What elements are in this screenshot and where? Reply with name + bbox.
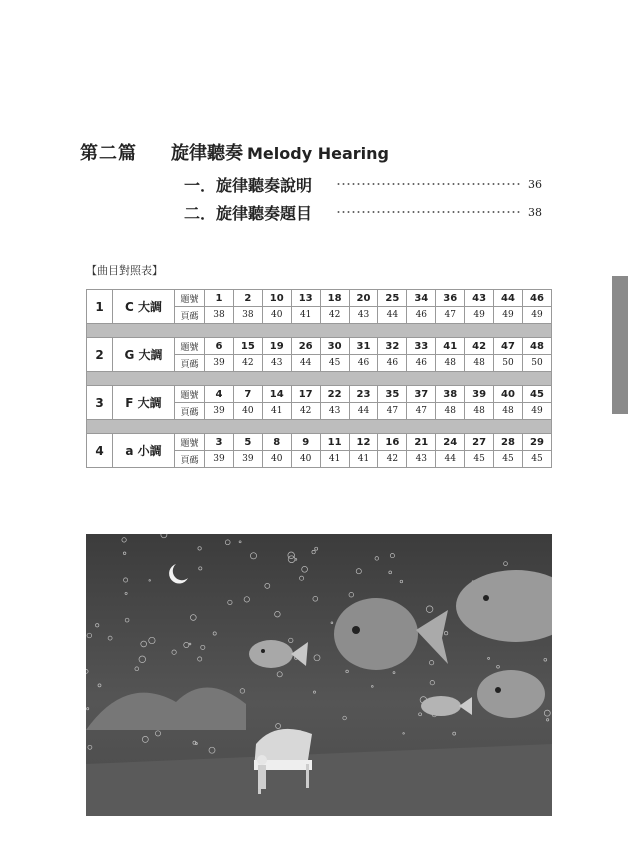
toc-entry-page: 36 — [528, 177, 543, 191]
chapter-title — [171, 139, 389, 165]
row-label-page: 頁碼 — [175, 355, 205, 372]
page-number: 45 — [494, 451, 523, 468]
chapter-heading — [80, 136, 389, 168]
question-number: 41 — [436, 338, 465, 355]
page-number: 44 — [378, 307, 407, 324]
group-key: G 大調 — [113, 338, 175, 372]
row-label-number: 題號 — [175, 338, 205, 355]
question-number: 39 — [465, 386, 494, 403]
chapter-title-zh: 旋律聽奏 — [171, 143, 243, 164]
question-number: 14 — [262, 386, 291, 403]
round-fish — [477, 670, 545, 718]
question-number: 44 — [494, 290, 523, 307]
page-number: 46 — [407, 355, 436, 372]
question-number: 7 — [233, 386, 262, 403]
page-number: 39 — [205, 403, 234, 420]
page-number: 42 — [320, 307, 349, 324]
toc-leader-dots — [336, 183, 520, 185]
question-number: 12 — [349, 434, 378, 451]
group-separator — [87, 420, 552, 434]
page-number: 42 — [233, 355, 262, 372]
page-number: 43 — [320, 403, 349, 420]
page-number: 47 — [407, 403, 436, 420]
chapter-number: 第二篇 — [80, 143, 137, 164]
question-number: 15 — [233, 338, 262, 355]
illustration-artwork — [86, 534, 552, 816]
page-number: 39 — [205, 451, 234, 468]
page-number: 45 — [465, 451, 494, 468]
question-number: 38 — [436, 386, 465, 403]
song-lookup-table — [86, 289, 552, 468]
question-number: 29 — [522, 434, 551, 451]
question-number: 26 — [291, 338, 320, 355]
question-number: 47 — [494, 338, 523, 355]
page-number: 43 — [349, 307, 378, 324]
question-number: 3 — [205, 434, 234, 451]
page-number: 42 — [291, 403, 320, 420]
page-number: 44 — [436, 451, 465, 468]
page-number: 49 — [522, 307, 551, 324]
page-number: 48 — [465, 403, 494, 420]
question-number: 21 — [407, 434, 436, 451]
page-number: 48 — [494, 403, 523, 420]
question-number: 23 — [349, 386, 378, 403]
question-number: 6 — [205, 338, 234, 355]
page-number: 41 — [262, 403, 291, 420]
question-number: 37 — [407, 386, 436, 403]
page-number: 46 — [378, 355, 407, 372]
question-number: 9 — [291, 434, 320, 451]
page-number: 48 — [436, 403, 465, 420]
question-number: 5 — [233, 434, 262, 451]
toc-entry-page: 38 — [528, 205, 543, 219]
question-number: 13 — [291, 290, 320, 307]
page-number: 46 — [349, 355, 378, 372]
page-number: 39 — [205, 355, 234, 372]
page-number: 42 — [378, 451, 407, 468]
page-number: 44 — [349, 403, 378, 420]
row-label-number: 題號 — [175, 434, 205, 451]
toc-leader-dots — [336, 211, 520, 213]
group-separator — [87, 372, 552, 386]
group-index: 2 — [87, 338, 113, 372]
table-row-numbers — [87, 434, 552, 451]
table-row-numbers — [87, 386, 552, 403]
question-number: 17 — [291, 386, 320, 403]
question-number: 10 — [262, 290, 291, 307]
page-number: 45 — [320, 355, 349, 372]
row-label-page: 頁碼 — [175, 307, 205, 324]
row-label-number: 題號 — [175, 290, 205, 307]
page-number: 46 — [407, 307, 436, 324]
row-label-page: 頁碼 — [175, 451, 205, 468]
question-number: 24 — [436, 434, 465, 451]
page-number: 43 — [407, 451, 436, 468]
question-number: 45 — [522, 386, 551, 403]
page-number: 48 — [436, 355, 465, 372]
row-label-page: 頁碼 — [175, 403, 205, 420]
question-number: 20 — [349, 290, 378, 307]
group-index: 4 — [87, 434, 113, 468]
question-number: 27 — [465, 434, 494, 451]
question-number: 25 — [378, 290, 407, 307]
question-number: 40 — [494, 386, 523, 403]
question-number: 8 — [262, 434, 291, 451]
question-number: 43 — [465, 290, 494, 307]
chapter-title-en: Melody Hearing — [247, 144, 389, 163]
page-number: 49 — [494, 307, 523, 324]
page-number: 38 — [205, 307, 234, 324]
table-row-numbers — [87, 338, 552, 355]
page-number: 44 — [291, 355, 320, 372]
page-number: 47 — [436, 307, 465, 324]
row-label-number: 題號 — [175, 386, 205, 403]
group-separator — [87, 324, 552, 338]
question-number: 42 — [465, 338, 494, 355]
page-number: 50 — [494, 355, 523, 372]
question-number: 2 — [233, 290, 262, 307]
question-number: 48 — [522, 338, 551, 355]
page-number: 40 — [262, 307, 291, 324]
group-index: 1 — [87, 290, 113, 324]
underwater-illustration — [86, 534, 552, 816]
question-number: 33 — [407, 338, 436, 355]
group-key: F 大調 — [113, 386, 175, 420]
side-tab — [612, 276, 628, 414]
page-number: 41 — [320, 451, 349, 468]
table-row-numbers — [87, 290, 552, 307]
toc-entry-label: 一．旋律聽奏說明 — [184, 175, 313, 195]
question-number: 19 — [262, 338, 291, 355]
question-number: 32 — [378, 338, 407, 355]
page-number: 49 — [522, 403, 551, 420]
group-key: C 大調 — [113, 290, 175, 324]
question-number: 46 — [522, 290, 551, 307]
page-number: 40 — [233, 403, 262, 420]
page-number: 40 — [291, 451, 320, 468]
question-number: 36 — [436, 290, 465, 307]
page-number: 41 — [291, 307, 320, 324]
question-number: 34 — [407, 290, 436, 307]
page-number: 47 — [378, 403, 407, 420]
page-number: 43 — [262, 355, 291, 372]
page-number: 38 — [233, 307, 262, 324]
question-number: 22 — [320, 386, 349, 403]
toc-entry[interactable] — [184, 200, 552, 224]
group-index: 3 — [87, 386, 113, 420]
question-number: 1 — [205, 290, 234, 307]
page-number: 48 — [465, 355, 494, 372]
page-number: 40 — [262, 451, 291, 468]
page-number: 49 — [465, 307, 494, 324]
question-number: 31 — [349, 338, 378, 355]
table-title: 【曲目對照表】 — [86, 264, 163, 277]
toc-entry-label: 二．旋律聽奏題目 — [184, 203, 313, 223]
question-number: 11 — [320, 434, 349, 451]
question-number: 30 — [320, 338, 349, 355]
page-number: 50 — [522, 355, 551, 372]
page-number: 41 — [349, 451, 378, 468]
question-number: 18 — [320, 290, 349, 307]
toc-entry[interactable] — [184, 172, 552, 196]
group-key: a 小調 — [113, 434, 175, 468]
question-number: 16 — [378, 434, 407, 451]
question-number: 28 — [494, 434, 523, 451]
question-number: 4 — [205, 386, 234, 403]
question-number: 35 — [378, 386, 407, 403]
child-figure — [257, 755, 267, 789]
page-number: 45 — [522, 451, 551, 468]
page-number: 39 — [233, 451, 262, 468]
